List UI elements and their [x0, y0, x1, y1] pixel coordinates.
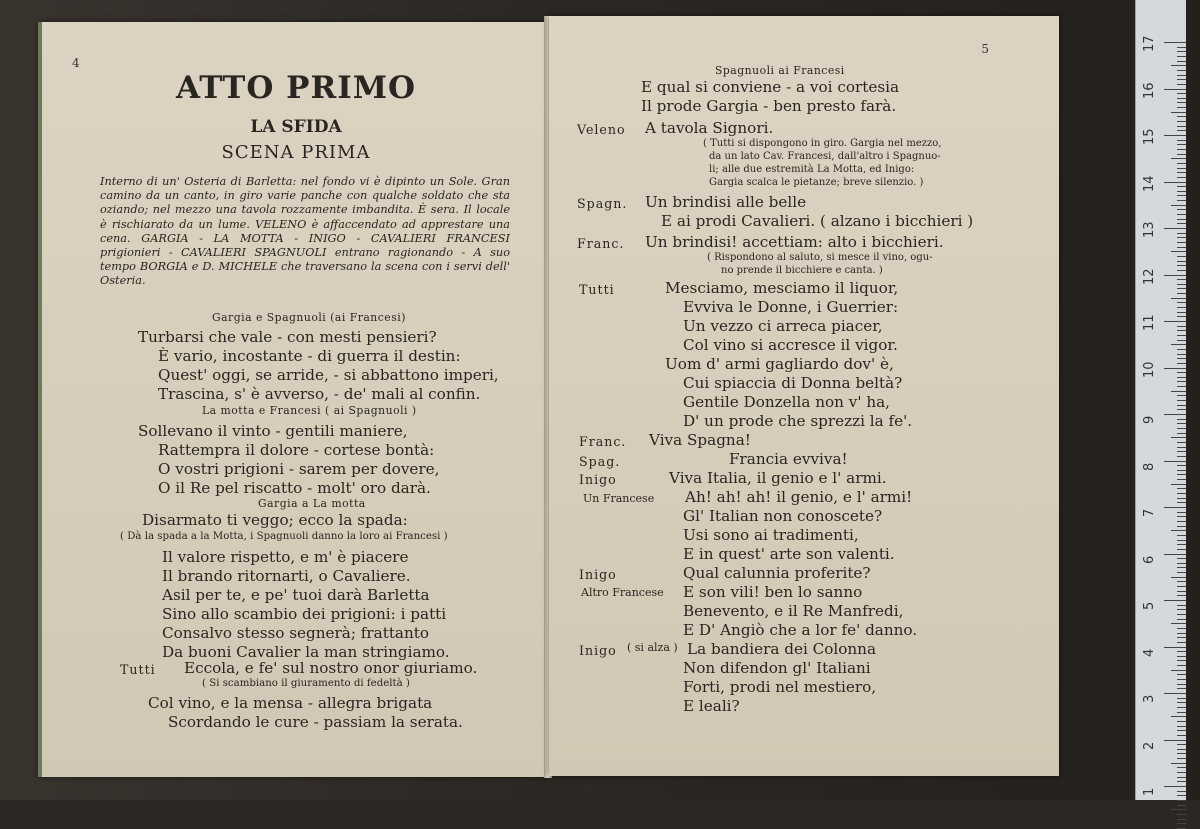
page-number: 4: [72, 56, 80, 70]
ruler-tick: [1177, 749, 1186, 750]
ruler-tick: [1177, 330, 1186, 331]
ruler-tick: [1177, 237, 1186, 238]
ruler-tick: [1177, 400, 1186, 401]
ruler-tick: [1177, 795, 1186, 796]
ruler-tick: [1177, 609, 1186, 610]
ruler-tick: [1164, 89, 1186, 90]
ruler-tick: [1177, 75, 1186, 76]
ruler-tick: [1177, 172, 1186, 173]
ruler-tick: [1177, 688, 1186, 689]
ruler-tick: [1177, 563, 1186, 564]
stage-note: da un lato Cav. Francesi, dall'altro i Spagnuo-: [709, 151, 941, 162]
verse-line: E leali?: [683, 697, 740, 715]
stage-note: ( Si scambiano il giuramento di fedeltà ): [202, 678, 410, 689]
verse-line: Trascina, s' è avverso, - de' mali al confin.: [158, 385, 481, 403]
ruler-number: 15: [1142, 128, 1157, 145]
ruler-tick: [1177, 51, 1186, 52]
ruler-tick: [1177, 707, 1186, 708]
ruler-tick: [1177, 377, 1186, 378]
ruler-tick: [1164, 740, 1186, 741]
ruler-tick: [1177, 674, 1186, 675]
ruler-tick: [1177, 656, 1186, 657]
ruler-tick: [1177, 256, 1186, 257]
speaker-label: Veleno: [577, 122, 626, 137]
verse-line: Sino allo scambio dei prigioni: i patti: [162, 605, 447, 623]
ruler-tick: [1177, 586, 1186, 587]
verse-line: Turbarsi che vale - con mesti pensieri?: [138, 328, 437, 346]
ruler-number: 11: [1142, 314, 1157, 331]
ruler-tick: [1177, 614, 1186, 615]
verse-line: Usi sono ai tradimenti,: [683, 526, 859, 544]
ruler-tick: [1177, 335, 1186, 336]
ruler-tick: [1164, 228, 1186, 229]
speaker-label: Altro Francese: [581, 586, 664, 599]
ruler-tick: [1177, 144, 1186, 145]
speaker-label: Spag.: [579, 454, 621, 469]
ruler-number: 12: [1142, 267, 1157, 285]
ruler-number: 9: [1142, 415, 1157, 424]
ruler-tick: [1164, 693, 1186, 694]
verse-line: Il valore rispetto, e m' è piacere: [162, 548, 409, 566]
ruler-tick: [1177, 726, 1186, 727]
ruler-tick: [1177, 605, 1186, 606]
stage-note: ( Rispondono al saluto, si mesce il vino, ogu-: [707, 252, 933, 263]
verse-line: Un brindisi! accettiam: alto i bicchieri.: [645, 233, 944, 251]
ruler-tick: [1171, 437, 1186, 438]
ruler-tick: [1177, 284, 1186, 285]
verse-line: Forti, prodi nel mestiero,: [683, 678, 877, 696]
ruler-tick: [1164, 600, 1186, 601]
verse-line: E ai prodi Cavalieri. ( alzano i bicchieri ): [661, 212, 974, 230]
speaker-heading: Gargia a La motta: [258, 497, 366, 510]
ruler-tick: [1177, 405, 1186, 406]
ruler-tick: [1177, 149, 1186, 150]
ruler-tick: [1177, 126, 1186, 127]
ruler-tick: [1177, 409, 1186, 410]
ruler-tick: [1177, 223, 1186, 224]
ruler-tick: [1177, 493, 1186, 494]
ruler-tick: [1177, 660, 1186, 661]
ruler-tick: [1177, 116, 1186, 117]
ruler-tick: [1177, 814, 1186, 815]
ruler-tick: [1177, 521, 1186, 522]
ruler-tick: [1177, 772, 1186, 773]
ruler-tick: [1177, 107, 1186, 108]
verse-line: Mesciamo, mesciamo il liquor,: [665, 279, 899, 297]
ruler-tick: [1177, 56, 1186, 57]
speaker-label: Franc.: [579, 434, 627, 449]
ruler-tick: [1171, 716, 1186, 717]
left-page: [38, 22, 550, 777]
verse-line: E D' Angiò che a lor fe' danno.: [683, 621, 918, 639]
verse-line: Evviva le Donne, i Guerrier:: [683, 298, 899, 316]
ruler-tick: [1177, 549, 1186, 550]
ruler-tick: [1177, 395, 1186, 396]
ruler-tick: [1177, 98, 1186, 99]
ruler-tick: [1171, 112, 1186, 113]
ruler-tick: [1177, 302, 1186, 303]
verse-line: Rattempra il dolore - cortese bontà:: [158, 441, 435, 459]
ruler-tick: [1164, 414, 1186, 415]
ruler-tick: [1177, 209, 1186, 210]
ruler-tick: [1177, 595, 1186, 596]
ruler-tick: [1177, 79, 1186, 80]
ruler-tick: [1177, 758, 1186, 759]
stage-note: Gargia scalca le pietanze; breve silenzio. ): [709, 177, 924, 188]
ruler-tick: [1177, 130, 1186, 131]
verse-line: La bandiera dei Colonna: [687, 640, 877, 658]
ruler-tick: [1177, 233, 1186, 234]
ruler-number: 8: [1142, 462, 1157, 471]
ruler-tick: [1171, 298, 1186, 299]
stage-note: no prende il bicchiere e canta. ): [721, 265, 883, 276]
ruler-tick: [1177, 642, 1186, 643]
scene-title: SCENA PRIMA: [221, 142, 371, 163]
ruler-tick: [1177, 800, 1186, 801]
ruler-tick: [1177, 535, 1186, 536]
ruler-tick: [1177, 456, 1186, 457]
verse-line: D' un prode che sprezzi la fe'.: [683, 412, 913, 430]
verse-line: Eccola, e fe' sul nostro onor giuriamo.: [184, 659, 478, 677]
stage-note: ( si alza ): [627, 641, 678, 654]
ruler-tick: [1177, 637, 1186, 638]
ruler-tick: [1177, 665, 1186, 666]
speaker-label: Franc.: [577, 236, 625, 251]
ruler-number: 2: [1142, 741, 1157, 750]
verse-line: Gentile Donzella non v' ha,: [683, 393, 891, 411]
ruler-tick: [1177, 154, 1186, 155]
ruler-tick: [1164, 368, 1186, 369]
ruler-tick: [1171, 763, 1186, 764]
ruler-tick: [1177, 512, 1186, 513]
ruler-tick: [1177, 721, 1186, 722]
verse-line: Asil per te, e pe' tuoi darà Barletta: [162, 586, 430, 604]
ruler-tick: [1177, 354, 1186, 355]
ruler-tick: [1177, 735, 1186, 736]
stage-direction: Interno di un' Osteria di Barletta: nel fondo vi è dipinto un Sole. Gran camino da un canto, in giro varie panche con qualche soldato che sta oziando; nel mezzo una tavola rozzamente imbandita. È sera. Il locale è rischiarato da un lume. VELENO è affaccendato ad apprestare una cena. GARGIA - LA MOTTA - INIGO - CAVALIERI FRANCESI prigionieri - CAVALIERI SPAGNUOLI entrano ragionando - A suo tempo BORGIA e D. MICHELE che traversano la scena con i servi dell' Osteria.: [100, 175, 510, 288]
ruler-tick: [1177, 470, 1186, 471]
ruler-tick: [1177, 526, 1186, 527]
verse-line: Viva Spagna!: [649, 431, 751, 449]
verse-line: Gl' Italian non conoscete?: [683, 507, 883, 525]
ruler-tick: [1177, 186, 1186, 187]
ruler-tick: [1171, 65, 1186, 66]
ruler-tick: [1177, 684, 1186, 685]
ruler-tick: [1177, 219, 1186, 220]
ruler-tick: [1177, 753, 1186, 754]
ruler-tick: [1177, 121, 1186, 122]
ruler-tick: [1177, 140, 1186, 141]
ruler-tick: [1177, 567, 1186, 568]
ruler-tick: [1177, 651, 1186, 652]
verse-line: Scordando le cure - passiam la serata.: [168, 713, 463, 731]
ruler-tick: [1177, 777, 1186, 778]
ruler-tick: [1177, 195, 1186, 196]
ruler-tick: [1171, 344, 1186, 345]
speaker-label: Tutti: [579, 282, 615, 297]
ruler-tick: [1177, 712, 1186, 713]
ruler-tick: [1177, 381, 1186, 382]
measuring-ruler: [1135, 0, 1186, 800]
ruler-tick: [1177, 502, 1186, 503]
ruler-tick: [1177, 84, 1186, 85]
verse-line: E qual si conviene - a voi cortesia: [641, 78, 900, 96]
ruler-tick: [1177, 702, 1186, 703]
ruler-tick: [1177, 293, 1186, 294]
verse-line: Consalvo stesso segnerà; frattanto: [162, 624, 430, 642]
ruler-tick: [1171, 251, 1186, 252]
ruler-tick: [1164, 182, 1186, 183]
ruler-tick: [1177, 516, 1186, 517]
ruler-tick: [1177, 619, 1186, 620]
speaker-label: Inigo: [579, 472, 617, 487]
ruler-tick: [1177, 544, 1186, 545]
ruler-tick: [1177, 558, 1186, 559]
ruler-tick: [1164, 554, 1186, 555]
ruler-tick: [1177, 730, 1186, 731]
ruler-tick: [1177, 288, 1186, 289]
ruler-tick: [1177, 447, 1186, 448]
ruler-tick: [1177, 214, 1186, 215]
ruler-tick: [1171, 484, 1186, 485]
ruler-tick: [1171, 530, 1186, 531]
verse-line: Il prode Gargia - ben presto farà.: [641, 97, 897, 115]
ruler-tick: [1177, 340, 1186, 341]
ruler-number: 5: [1142, 601, 1157, 610]
ruler-tick: [1177, 419, 1186, 420]
ruler-tick: [1177, 698, 1186, 699]
speaker-heading: Gargia e Spagnuoli (ai Francesi): [212, 311, 406, 324]
ruler-tick: [1164, 647, 1186, 648]
ruler-tick: [1177, 433, 1186, 434]
act-subtitle: LA SFIDA: [250, 117, 342, 137]
ruler-tick: [1177, 628, 1186, 629]
ruler-tick: [1177, 805, 1186, 806]
ruler-tick: [1177, 744, 1186, 745]
ruler-number: 16: [1142, 81, 1157, 99]
verse-line: Francia evviva!: [729, 450, 848, 468]
stage-note: ( Tutti si dispongono in giro. Gargia nel mezzo,: [703, 138, 942, 149]
ruler-tick: [1177, 363, 1186, 364]
verse-line: O vostri prigioni - sarem per dovere,: [158, 460, 440, 478]
ruler-tick: [1177, 488, 1186, 489]
verse-line: E in quest' arte son valenti.: [683, 545, 895, 563]
ruler-number: 3: [1142, 694, 1157, 703]
ruler-number: 14: [1142, 174, 1157, 192]
verse-line: Il brando ritornarti, o Cavaliere.: [162, 567, 411, 585]
ruler-tick: [1177, 386, 1186, 387]
ruler-tick: [1164, 786, 1186, 787]
ruler-tick: [1177, 358, 1186, 359]
ruler-number: 1: [1142, 787, 1157, 796]
ruler-number: 7: [1142, 508, 1157, 517]
ruler-tick: [1177, 247, 1186, 248]
ruler-tick: [1177, 465, 1186, 466]
verse-line: Col vino si accresce il vigor.: [683, 336, 898, 354]
ruler-tick: [1177, 823, 1186, 824]
ruler-tick: [1177, 102, 1186, 103]
ruler-tick: [1177, 93, 1186, 94]
verse-line: Benevento, e il Re Manfredi,: [683, 602, 904, 620]
speaker-label: Inigo: [579, 567, 617, 582]
ruler-tick: [1177, 163, 1186, 164]
ruler-tick: [1177, 767, 1186, 768]
verse-line: Col vino, e la mensa - allegra brigata: [148, 694, 433, 712]
ruler-tick: [1171, 205, 1186, 206]
ruler-tick: [1177, 479, 1186, 480]
ruler-tick: [1177, 428, 1186, 429]
verse-line: Da buoni Cavalier la man stringiamo.: [162, 643, 450, 661]
ruler-tick: [1177, 242, 1186, 243]
ruler-number: 4: [1142, 648, 1157, 657]
ruler-tick: [1177, 451, 1186, 452]
speaker-heading: La motta e Francesi ( ai Spagnuoli ): [202, 404, 417, 417]
ruler-tick: [1177, 177, 1186, 178]
act-title: ATTO PRIMO: [175, 70, 417, 106]
verse-line: È vario, incostante - di guerra il destin:: [158, 347, 461, 365]
speaker-heading: Spagnuoli ai Francesi: [715, 64, 845, 77]
verse-line: Non difendon gl' Italiani: [683, 659, 871, 677]
ruler-tick: [1177, 270, 1186, 271]
ruler-number: 10: [1142, 360, 1157, 378]
ruler-tick: [1177, 442, 1186, 443]
ruler-tick: [1177, 423, 1186, 424]
ruler-tick: [1171, 577, 1186, 578]
verse-line: Quest' oggi, se arride, - si abbattono imperi,: [158, 366, 499, 384]
ruler-tick: [1177, 47, 1186, 48]
ruler-tick: [1177, 168, 1186, 169]
ruler-tick: [1177, 70, 1186, 71]
ruler-tick: [1177, 312, 1186, 313]
verse-line: Uom d' armi gagliardo dov' è,: [665, 355, 894, 373]
ruler-tick: [1164, 461, 1186, 462]
ruler-number: 6: [1142, 555, 1157, 564]
verse-line: Sollevano il vinto - gentili maniere,: [138, 422, 408, 440]
ruler-tick: [1177, 191, 1186, 192]
ruler-tick: [1177, 540, 1186, 541]
ruler-tick: [1177, 61, 1186, 62]
ruler-tick: [1177, 349, 1186, 350]
ruler-tick: [1177, 279, 1186, 280]
ruler-tick: [1177, 372, 1186, 373]
ruler-tick: [1164, 507, 1186, 508]
ruler-tick: [1177, 316, 1186, 317]
ruler-tick: [1177, 200, 1186, 201]
ruler-number: 13: [1142, 221, 1157, 238]
ruler-tick: [1177, 679, 1186, 680]
ruler-tick: [1177, 265, 1186, 266]
ruler-tick: [1171, 809, 1186, 810]
ruler-tick: [1177, 474, 1186, 475]
verse-line: E son vili! ben lo sanno: [683, 583, 863, 601]
speaker-label: Tutti: [120, 662, 156, 677]
verse-line: Qual calunnia proferite?: [683, 564, 871, 582]
ruler-tick: [1164, 42, 1186, 43]
ruler-tick: [1171, 158, 1186, 159]
ruler-tick: [1177, 307, 1186, 308]
verse-line: A tavola Signori.: [645, 119, 774, 137]
right-page: [549, 16, 1059, 776]
ruler-tick: [1177, 261, 1186, 262]
speaker-label: Spagn.: [577, 196, 628, 211]
verse-line: Disarmato ti veggo; ecco la spada:: [142, 511, 408, 529]
ruler-tick: [1171, 670, 1186, 671]
ruler-tick: [1171, 623, 1186, 624]
page-number: 5: [981, 42, 989, 56]
ruler-tick: [1177, 572, 1186, 573]
ruler-tick: [1177, 633, 1186, 634]
ruler-tick: [1177, 498, 1186, 499]
verse-line: Un vezzo ci arreca piacer,: [683, 317, 883, 335]
ruler-tick: [1177, 791, 1186, 792]
ruler-tick: [1164, 275, 1186, 276]
ruler-tick: [1164, 135, 1186, 136]
stage-note: ( Dà la spada a la Motta, i Spagnuoli danno la loro ai Francesi ): [120, 531, 448, 542]
stage-note: li; alle due estremità La Motta, ed Inigo:: [709, 164, 915, 175]
verse-line: Ah! ah! ah! il genio, e l' armi!: [685, 488, 913, 506]
ruler-tick: [1177, 591, 1186, 592]
speaker-label: Un Francese: [583, 492, 655, 505]
verse-line: Viva Italia, il genio e l' armi.: [669, 469, 887, 487]
ruler-tick: [1164, 321, 1186, 322]
verse-line: O il Re pel riscatto - molt' oro darà.: [158, 479, 431, 497]
verse-line: Cui spiaccia di Donna beltà?: [683, 374, 903, 392]
ruler-tick: [1177, 781, 1186, 782]
ruler-tick: [1177, 581, 1186, 582]
ruler-tick: [1177, 326, 1186, 327]
ruler-number: 17: [1142, 35, 1157, 52]
speaker-label: Inigo: [579, 643, 617, 658]
verse-line: Un brindisi alle belle: [645, 193, 807, 211]
ruler-tick: [1177, 819, 1186, 820]
ruler-tick: [1171, 391, 1186, 392]
